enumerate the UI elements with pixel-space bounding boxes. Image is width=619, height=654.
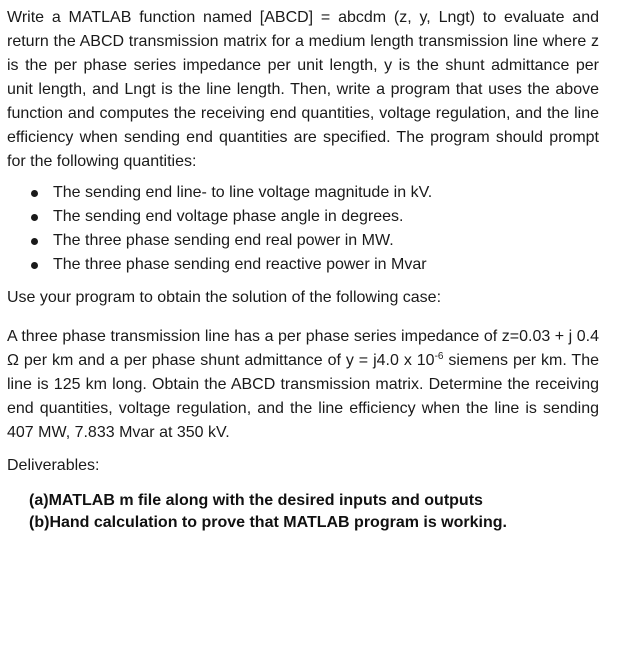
list-item: The sending end voltage phase angle in degrees. bbox=[53, 205, 599, 229]
use-program-paragraph: Use your program to obtain the solution of the following case: bbox=[7, 289, 442, 306]
bullet-icon bbox=[31, 190, 38, 197]
deliverables-list bbox=[29, 490, 599, 534]
list-item: The three phase sending end real power in MW. bbox=[53, 229, 599, 253]
deliverable-item-a: (a)MATLAB m file along with the desired inputs and outputs bbox=[29, 492, 483, 509]
list-item: The three phase sending end reactive power in Mvar bbox=[53, 253, 599, 277]
document-body bbox=[7, 6, 599, 534]
intro-paragraph: Write a MATLAB function named [ABCD] = abcdm (z, y, Lngt) to evaluate and return the ABCD transmission matrix for a medium length transmission line where z is the per phase series impedance per unit length, y is the shunt admittance per unit length, and Lngt is the line length. Then, write a program that uses the above function and computes the receiving end quantities, voltage regulation, and the line efficiency when sending end quantities are specified. The program should prompt for the following quantities: bbox=[7, 9, 599, 170]
list-item: The sending end line- to line voltage magnitude in kV. bbox=[53, 181, 599, 205]
bullet-icon bbox=[31, 262, 38, 269]
exponent: -6 bbox=[434, 351, 444, 362]
bullet-icon bbox=[31, 214, 38, 221]
deliverable-item-b: (b)Hand calculation to prove that MATLAB program is working. bbox=[29, 514, 507, 531]
bullet-icon bbox=[31, 238, 38, 245]
case-paragraph: A three phase transmission line has a per phase series impedance of z=0.03 + j 0.4 Ω per km and a per phase shunt admittance of y = j4.0 x $10^{-6}$ siemens per km. The line is 125 km long. Obtain the ABCD transmission matrix. Determine the receiving end quantities, voltage regulation, and the line efficiency when the line is sending 407 MW, 7.833 Mvar at 350 kV. bbox=[7, 328, 599, 441]
deliverables-heading: Deliverables: bbox=[7, 457, 100, 474]
prompt-quantities-list bbox=[7, 181, 599, 277]
